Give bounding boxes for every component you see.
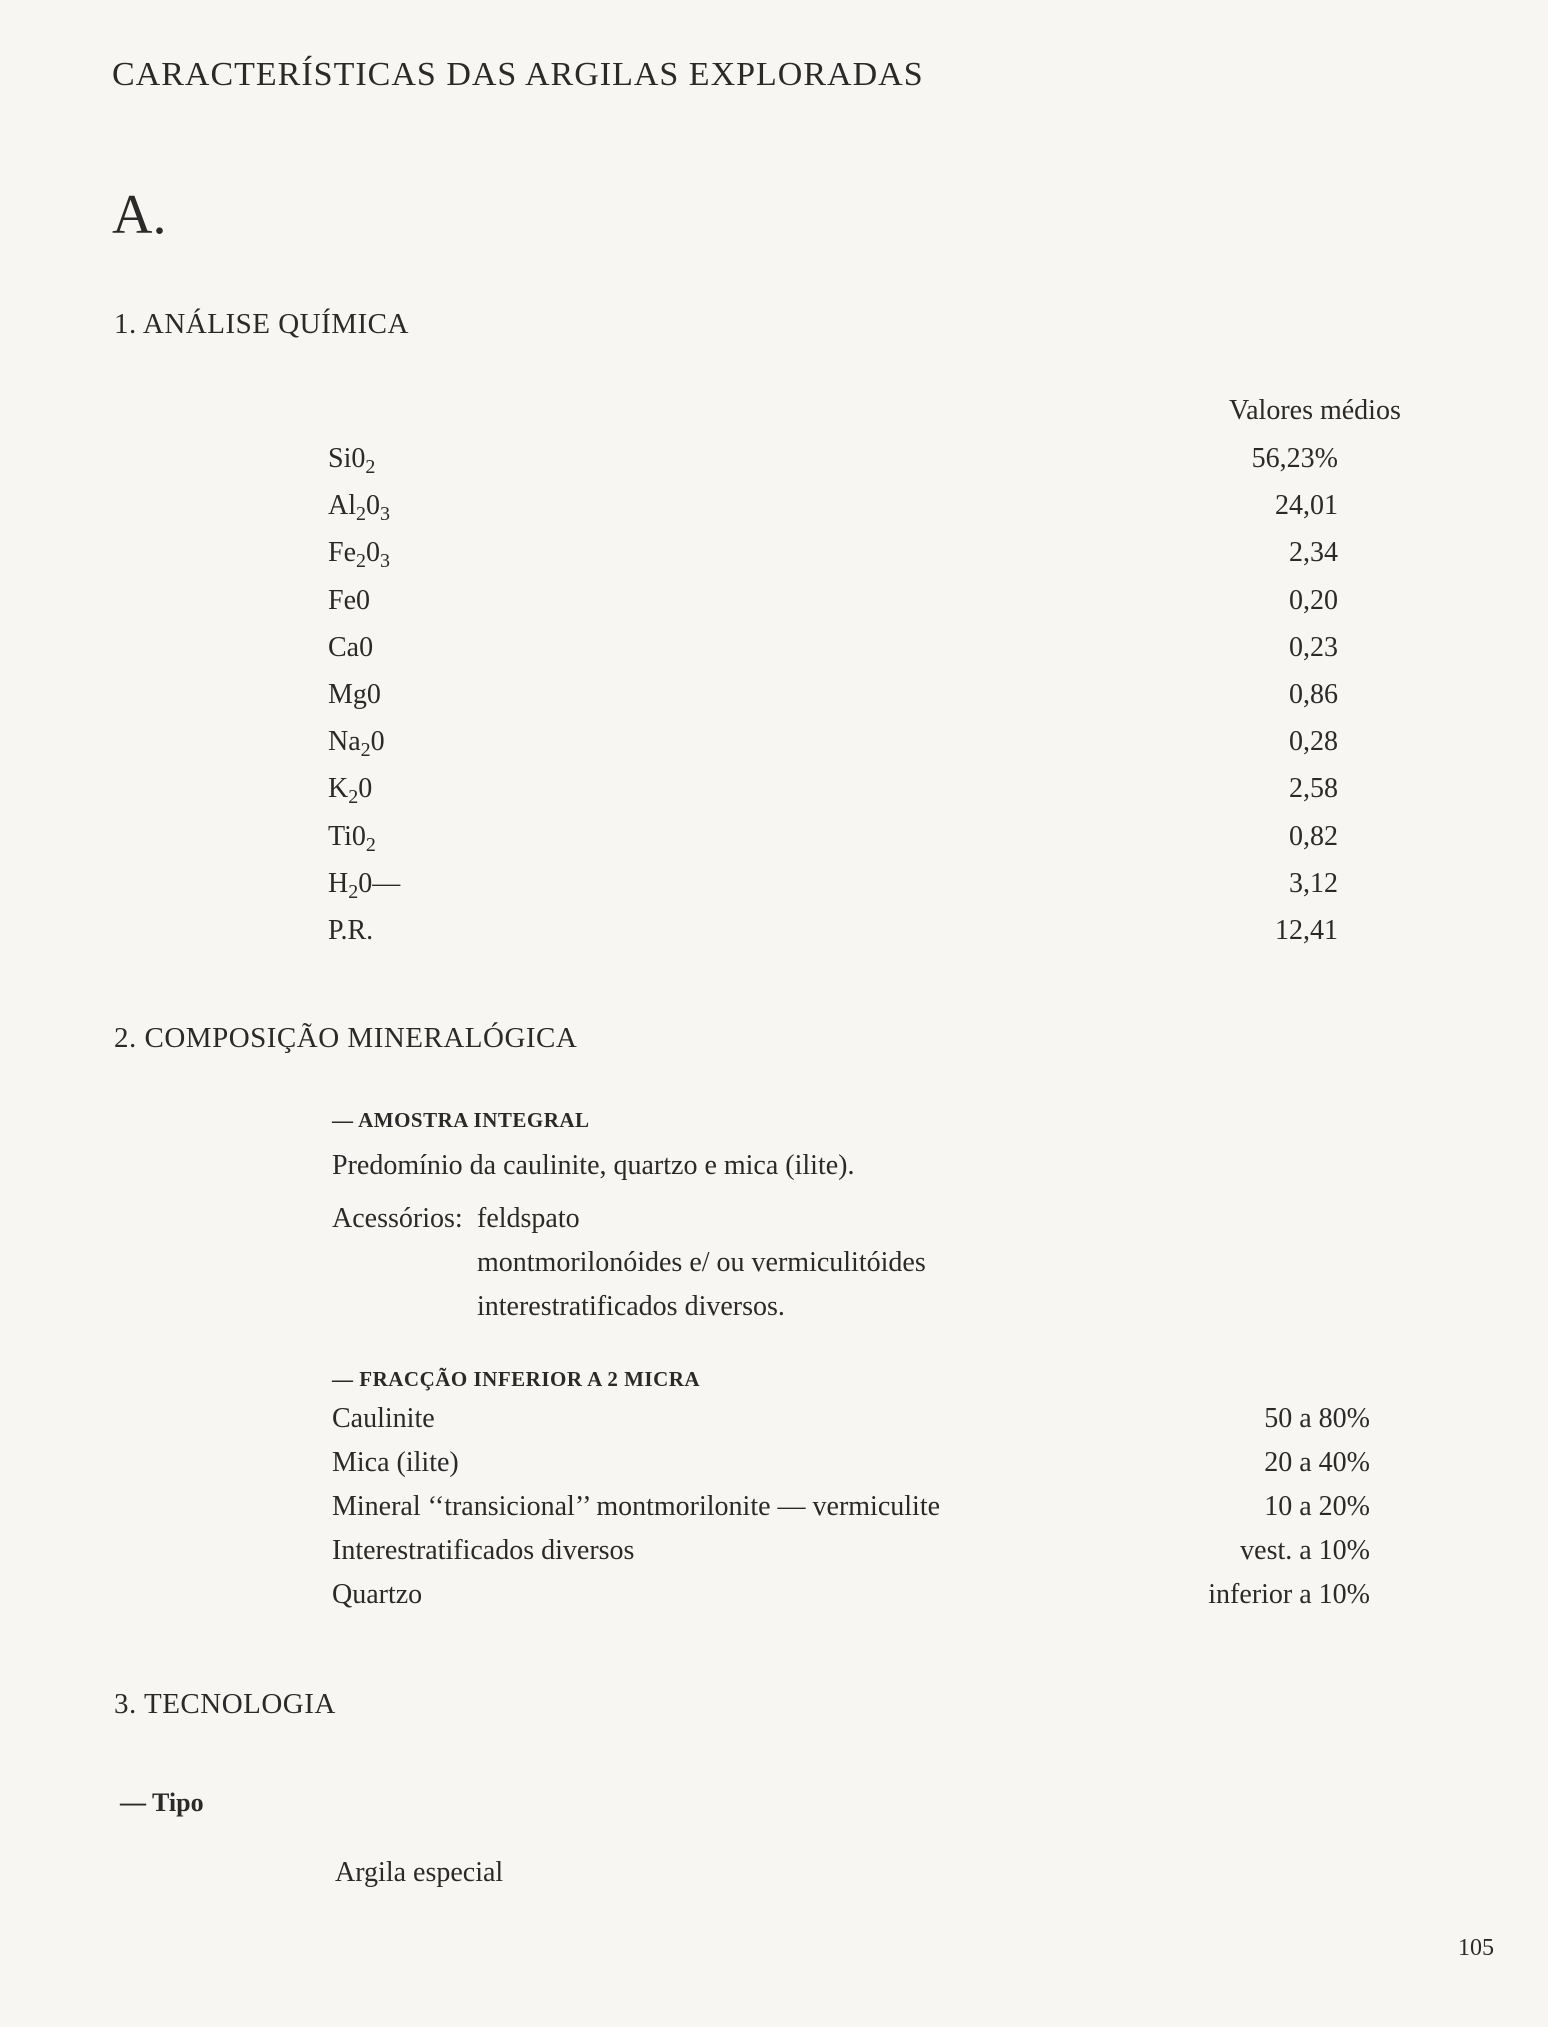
accessory-item: montmorilonóides e/ ou vermiculitóides (477, 1247, 926, 1278)
fraction-row (332, 1579, 1370, 1623)
chemical-row (328, 679, 1338, 725)
compound-formula: $Si0_2$ (328, 443, 376, 478)
subheading-integral-sample: — AMOSTRA INTEGRAL (332, 1108, 590, 1132)
chemical-row (328, 443, 1338, 489)
mineral-range: 10 a 20% (1264, 1491, 1370, 1522)
chemical-row (328, 490, 1338, 536)
mineral-name: Mineral ‘‘transicional’’ montmorilonite — vermiculite (332, 1491, 941, 1522)
compound-formula: $Fe_20_3$ (328, 537, 390, 573)
fraction-row (332, 1491, 1370, 1535)
compound-value: 3,12 (1289, 867, 1338, 899)
compound-value: 2,58 (1289, 773, 1338, 805)
compound-formula: $Al_20_3$ (328, 490, 390, 526)
compound-formula: $H_20—$ (328, 867, 401, 903)
compound-formula: Fe0 (328, 584, 370, 616)
chemical-row (328, 632, 1338, 678)
compound-formula: Mg0 (328, 679, 381, 710)
compound-value: 24,01 (1275, 490, 1338, 522)
accessories-label: Acessórios: (332, 1203, 463, 1234)
tipo-heading: — Tipo (120, 1788, 204, 1817)
mineral-name: Caulinite (332, 1403, 435, 1434)
chemical-row (328, 585, 1338, 631)
section-heading-chemical-analysis: 1. ANÁLISE QUÍMICA (114, 308, 409, 340)
compound-value: 0,20 (1289, 584, 1338, 616)
chemical-row (328, 726, 1338, 772)
mineral-name: Mica (ilite) (332, 1447, 459, 1478)
compound-value: 12,41 (1275, 915, 1338, 946)
values-column-header: Valores médios (1229, 395, 1401, 426)
chemical-row (328, 773, 1338, 819)
mineral-name: Interestratificados diversos (332, 1535, 635, 1566)
page-title: CARACTERÍSTICAS DAS ARGILAS EXPLORADAS (112, 56, 924, 93)
predominance-text: Predomínio da caulinite, quartzo e mica (ilite). (332, 1150, 855, 1181)
compound-value: 56,23% (1251, 443, 1338, 474)
compound-value: 0,23 (1289, 631, 1338, 663)
mineral-range: inferior a 10% (1208, 1579, 1370, 1610)
mineral-name: Quartzo (332, 1579, 423, 1610)
compound-formula: $Na_20$ (328, 726, 385, 762)
page-number: 105 (1458, 1935, 1494, 1961)
accessory-item: feldspato (477, 1203, 580, 1234)
fraction-row (332, 1447, 1370, 1491)
mineral-range: 20 a 40% (1264, 1447, 1370, 1478)
compound-formula: P.R. (328, 915, 374, 946)
tipo-value: Argila especial (335, 1857, 504, 1888)
chemical-row (328, 537, 1338, 583)
mineral-range: vest. a 10% (1240, 1535, 1370, 1566)
subheading-fraction-below-2-micra: — FRACÇÃO INFERIOR A 2 MICRA (332, 1367, 701, 1391)
fraction-row (332, 1403, 1370, 1447)
section-letter: A. (112, 184, 167, 246)
compound-formula: Ca0 (328, 631, 374, 663)
accessory-item: interestratificados diversos. (477, 1291, 785, 1322)
section-heading-technology: 3. TECNOLOGIA (114, 1688, 336, 1720)
chemical-row (328, 915, 1338, 961)
compound-value: 2,34 (1289, 537, 1338, 569)
chemical-row (328, 868, 1338, 914)
section-heading-mineral-composition: 2. COMPOSIÇÃO MINERALÓGICA (114, 1022, 578, 1054)
compound-value: 0,28 (1289, 726, 1338, 758)
mineral-range: 50 a 80% (1264, 1403, 1370, 1434)
chemical-row (328, 821, 1338, 867)
compound-value: 0,86 (1289, 679, 1338, 710)
fraction-row (332, 1535, 1370, 1579)
compound-formula: $Ti0_2$ (328, 820, 376, 856)
compound-value: 0,82 (1289, 820, 1338, 852)
compound-formula: $K_20$ (328, 773, 373, 809)
